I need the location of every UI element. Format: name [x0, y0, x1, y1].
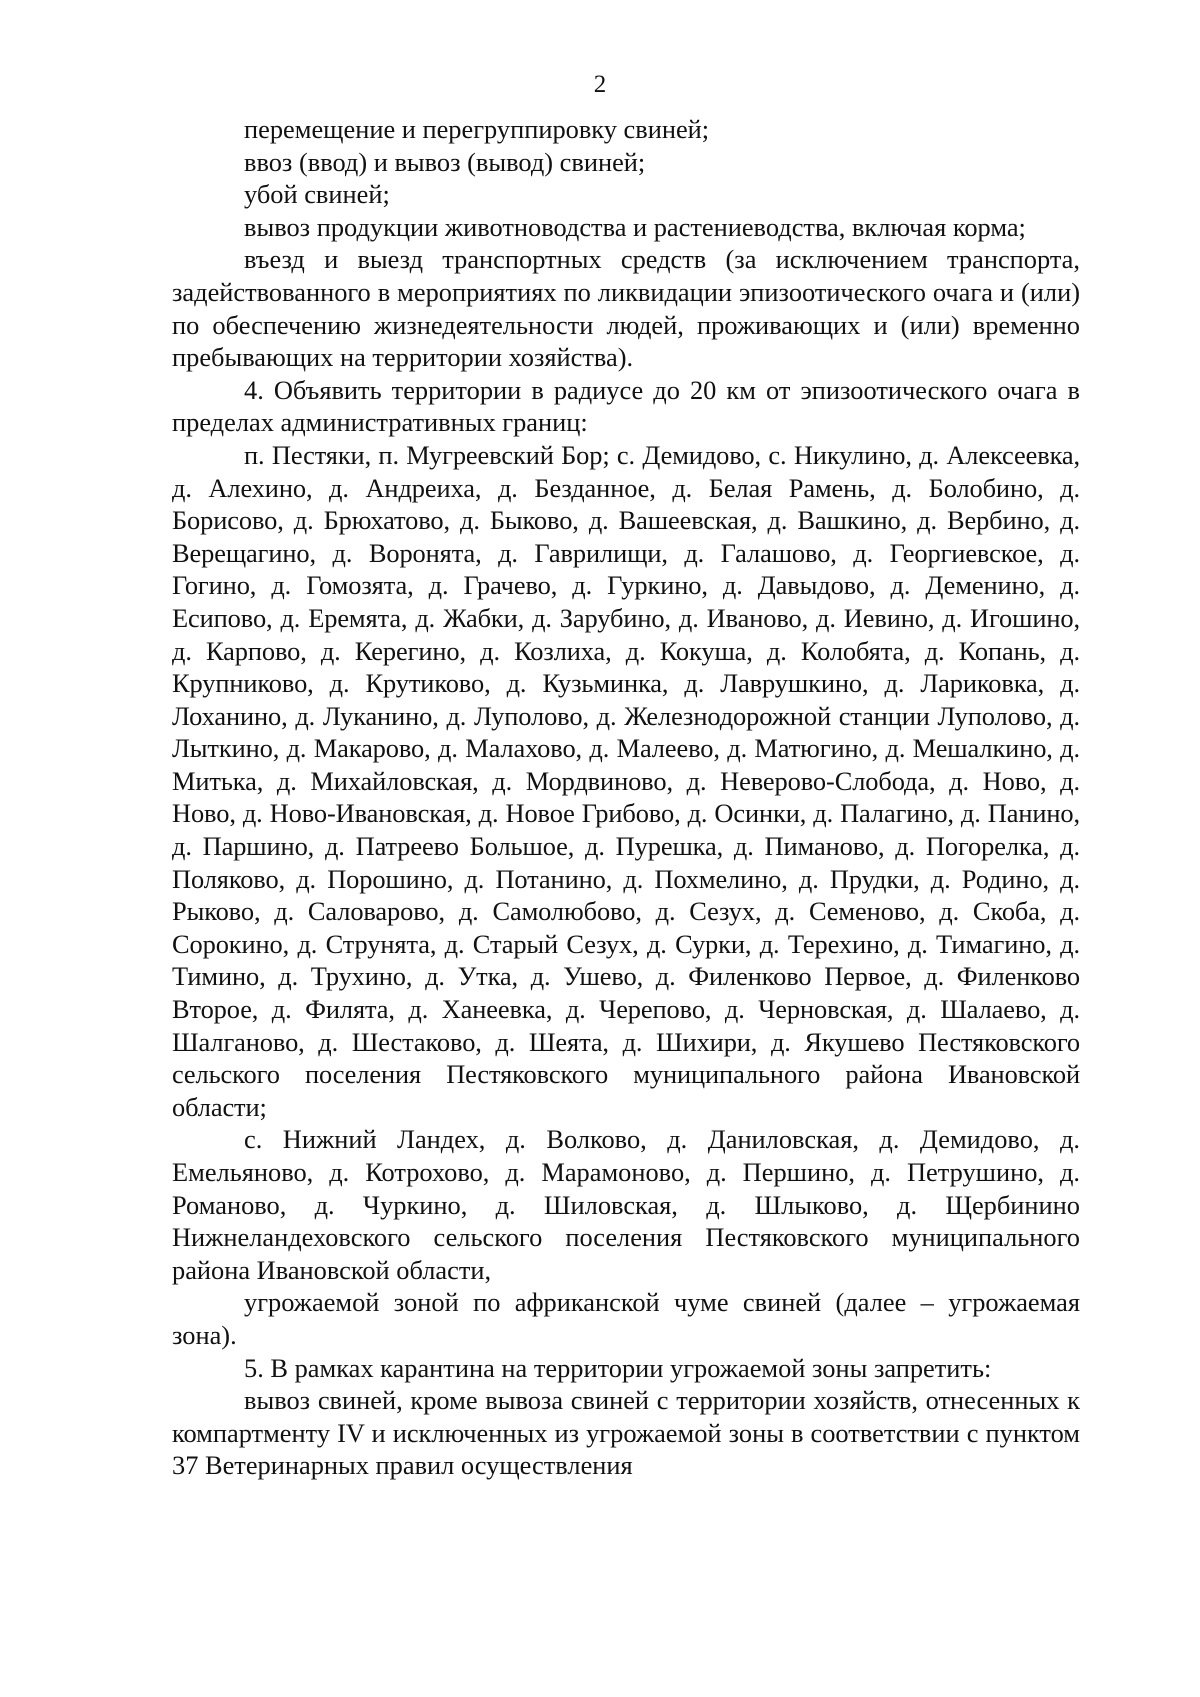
paragraph-3: убой свиней; [244, 179, 390, 210]
paragraph-6: 4. Объявить территории в радиусе до 20 км от эпизоотического очага в пределах административных границ: [172, 374, 1080, 438]
paragraph-9: угрожаемой зоной по африканской чуме свиней (далее – угрожаемая зона). [172, 1287, 1080, 1350]
paragraph-10: 5. В рамках карантина на территории угрожаемой зоны запретить: [244, 1352, 992, 1383]
paragraph-7-settlements-list: п. Пестяки, п. Мугреевский Бор; с. Демидово, с. Никулино, д. Алексеевка, д. Алехино, д. Андреиха, д. Безданное, д. Белая Рамень, д. Болобино, д. Борисово, д. Брюхатово, д. Быково, д. Вашеевская, д. Вашкино, д. Вербино, д. Верещагино, д. Воронята, д. Гаврилищи, д. Галашово, д. Георгиевское, д. Гогино, д. Гомозята, д. Грачево, д. Гуркино, д. Давыдово, д. Деменино, д. Есипово, д. Еремята, д. Жабки, д. Зарубино, д. Иваново, д. Иевино, д. Игошино, д. Карпово, д. Керегино, д. Козлиха, д. Кокуша, д. Колобята, д. Копань, д. Крупниково, д. Крутиково, д. Кузьминка, д. Лаврушкино, д. Лариковка, д. Лоханино, д. Луканино, д. Луполово, д. Железнодорожной станции Луполово, д. Лыткино, д. Макарово, д. Малахово, д. Малеево, д. Матюгино, д. Мешалкино, д. Митька, д. Михайловская, д. Мордвиново, д. Неверово-Слобода, д. Ново, д. Ново, д. Ново-Ивановская, д. Новое Грибово, д. Осинки, д. Палагино, д. Панино, д. Паршино, д. Патреево Большое, д. Пурешка, д. Пиманово, д. Погорелка, д. Поляково, д. Порошино, д. Потанино, д. Похмелино, д. Прудки, д. Родино, д. Рыково, д. Саловарово, д. Самолюбово, д. Сезух, д. Семеново, д. Скоба, д. Сорокино, д. Струнята, д. Старый Сезух, д. Сурки, д. Терехино, д. Тимагино, д. Тимино, д. Трухино, д. Утка, д. Ушево, д. Филенково Первое, д. Филенково Второе, д. Филята, д. Ханеевка, д. Черепово, д. Черновская, д. Шалаево, д. Шалганово, д. Шестаково, д. Шеята, д. Шихири, д. Якушево Пестяковского сельского поселения Пестяковского муниципального района Ивановской области; [172, 439, 1080, 1122]
paragraph-4: вывоз продукции животноводства и растениеводства, включая корма; [244, 211, 1026, 242]
paragraph-8-settlements-list: с. Нижний Ландех, д. Волково, д. Даниловская, д. Демидово, д. Емельяново, д. Котрохово, д. Марамоново, д. Першино, д. Петрушино, д. Романово, д. Чуркино, д. Шиловская, д. Шлыково, д. Щербинино Нижнеландеховского сельского поселения Пестяковского муниципального района Ивановской области, [172, 1124, 1080, 1285]
paragraph-1: перемещение и перегруппировку свиней; [244, 114, 710, 144]
document-body [172, 113, 1080, 1482]
paragraph-2: ввоз (ввод) и вывоз (вывод) свиней; [244, 146, 646, 177]
paragraph-5: въезд и выезд транспортных средств (за исключением транспорта, задействованного в мероприятиях по ликвидации эпизоотического очага и (или) по обеспечению жизнедеятельности людей, проживающих и (или) временно пребывающих на территории хозяйства). [172, 244, 1080, 373]
page-number: 2 [593, 71, 607, 98]
paragraph-11: вывоз свиней, кроме вывоза свиней с территории хозяйств, отнесенных к компартменту IV и исключенных из угрожаемой зоны в соответствии с пунктом 37 Ветеринарных правил осуществления [172, 1385, 1080, 1481]
